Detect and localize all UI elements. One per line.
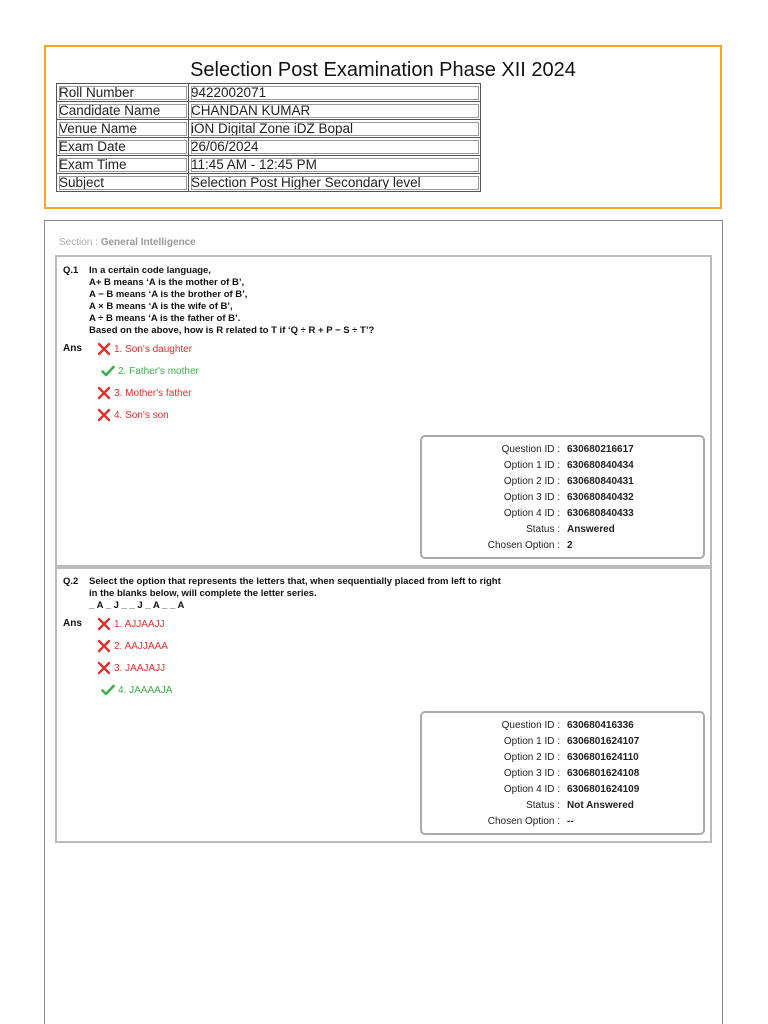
cross-icon xyxy=(97,639,111,653)
id-value: 6306801624107 xyxy=(567,736,640,747)
option-1 xyxy=(97,617,165,631)
id-row xyxy=(422,800,703,816)
id-label: Question ID : xyxy=(501,444,560,455)
id-label: Status : xyxy=(526,800,560,811)
option-text: 1. AJJAAJJ xyxy=(114,618,165,630)
id-label: Option 1 ID : xyxy=(503,736,560,747)
question-line: A ÷ B means ‘A is the father of B’. xyxy=(89,313,241,324)
id-label: Option 2 ID : xyxy=(503,476,560,487)
id-row xyxy=(422,768,703,784)
id-row xyxy=(422,816,703,832)
exam-title: Selection Post Examination Phase XII 2024 xyxy=(190,59,576,81)
option-3 xyxy=(97,386,192,400)
id-value: 6306801624110 xyxy=(567,752,639,763)
id-label: Option 4 ID : xyxy=(503,784,560,795)
id-value: 630680216617 xyxy=(567,444,634,455)
question-number: Q.1 xyxy=(63,265,79,276)
question-line: Select the option that represents the letters that, when sequentially placed from left to right xyxy=(89,576,501,587)
id-value: 630680840433 xyxy=(567,508,634,519)
section-name: General Intelligence xyxy=(100,237,196,248)
check-icon xyxy=(101,364,115,378)
id-label: Option 3 ID : xyxy=(503,492,560,503)
option-text: 2. Father's mother xyxy=(118,365,199,377)
response-sheet-frame xyxy=(44,220,723,1024)
section-prefix: Section : xyxy=(59,237,101,248)
row-label: Candidate Name xyxy=(57,102,189,120)
question-text xyxy=(89,265,374,337)
section-label xyxy=(59,237,196,248)
id-label: Chosen Option : xyxy=(487,540,560,551)
row-value: CHANDAN KUMAR xyxy=(189,102,481,120)
id-value: 630680840434 xyxy=(567,460,634,471)
ans-label: Ans xyxy=(63,343,82,354)
question-line: A+ B means ‘A is the mother of B’, xyxy=(89,277,245,288)
option-text: 4. Son's son xyxy=(114,409,169,421)
question-id-panel xyxy=(420,435,705,559)
id-row xyxy=(422,720,703,736)
question-block-2 xyxy=(55,567,712,843)
option-text: 1. Son's daughter xyxy=(114,343,193,355)
candidate-info-table xyxy=(56,83,481,192)
id-row xyxy=(422,476,703,492)
id-label: Status : xyxy=(526,524,560,535)
question-line: A × B means ‘A is the wife of B’, xyxy=(89,301,233,312)
table-row xyxy=(57,84,481,102)
option-4 xyxy=(97,408,169,422)
id-row xyxy=(422,508,703,524)
row-label: Exam Date xyxy=(57,138,189,156)
id-value: 630680840432 xyxy=(567,492,634,503)
id-label: Option 1 ID : xyxy=(503,460,560,471)
row-label: Exam Time xyxy=(57,156,189,174)
id-label: Question ID : xyxy=(501,720,560,731)
id-value: 6306801624108 xyxy=(567,768,640,779)
question-line: in the blanks below, will complete the letter series. xyxy=(89,588,317,599)
question-line: _ A _ J _ _ J _ A _ _ A xyxy=(89,600,185,611)
id-label: Option 4 ID : xyxy=(503,508,560,519)
row-label: Subject xyxy=(57,174,189,192)
table-row xyxy=(57,138,481,156)
chosen-value: 2 xyxy=(567,540,573,551)
table-row xyxy=(57,102,481,120)
id-row xyxy=(422,444,703,460)
id-value: 630680416336 xyxy=(567,720,634,731)
cross-icon xyxy=(97,661,111,675)
status-value: Answered xyxy=(567,524,615,535)
row-value: iON Digital Zone iDZ Bopal xyxy=(189,120,481,138)
question-id-panel xyxy=(420,711,705,835)
row-label: Venue Name xyxy=(57,120,189,138)
id-row xyxy=(422,784,703,800)
row-label: Roll Number xyxy=(57,84,189,102)
row-value: Selection Post Higher Secondary level xyxy=(189,174,481,192)
table-row xyxy=(57,156,481,174)
candidate-header xyxy=(44,45,722,209)
id-value: 6306801624109 xyxy=(567,784,640,795)
id-label: Chosen Option : xyxy=(487,816,560,827)
id-row xyxy=(422,736,703,752)
option-4 xyxy=(101,683,172,697)
question-line: Based on the above, how is R related to T if ‘Q ÷ R + P − S ÷ T’? xyxy=(89,325,375,336)
cross-icon xyxy=(97,408,111,422)
option-text: 2. AAJJAAA xyxy=(114,640,168,652)
chosen-value: -- xyxy=(567,816,574,827)
cross-icon xyxy=(97,617,111,631)
id-row xyxy=(422,540,703,556)
table-row xyxy=(57,120,481,138)
ans-label: Ans xyxy=(63,618,82,629)
question-block-1 xyxy=(55,255,712,567)
row-value: 26/06/2024 xyxy=(189,138,481,156)
cross-icon xyxy=(97,386,111,400)
option-text: 4. JAAAAJA xyxy=(118,684,173,696)
question-text xyxy=(89,576,501,612)
question-number: Q.2 xyxy=(63,576,79,587)
option-2 xyxy=(101,364,199,378)
id-label: Option 2 ID : xyxy=(503,752,560,763)
status-value: Not Answered xyxy=(567,800,634,811)
id-row xyxy=(422,752,703,768)
id-row xyxy=(422,460,703,476)
row-value: 9422002071 xyxy=(189,84,481,102)
row-value: 11:45 AM - 12:45 PM xyxy=(189,156,481,174)
question-line: In a certain code language, xyxy=(89,265,211,276)
check-icon xyxy=(101,683,115,697)
option-3 xyxy=(97,661,165,675)
option-2 xyxy=(97,639,168,653)
cross-icon xyxy=(97,342,111,356)
question-line: A − B means ‘A is the brother of B’, xyxy=(89,289,248,300)
id-row xyxy=(422,492,703,508)
option-text: 3. Mother's father xyxy=(114,387,192,399)
table-row xyxy=(57,174,481,192)
id-row xyxy=(422,524,703,540)
option-text: 3. JAAJAJJ xyxy=(114,662,166,674)
option-1 xyxy=(97,342,192,356)
id-value: 630680840431 xyxy=(567,476,634,487)
id-label: Option 3 ID : xyxy=(503,768,560,779)
